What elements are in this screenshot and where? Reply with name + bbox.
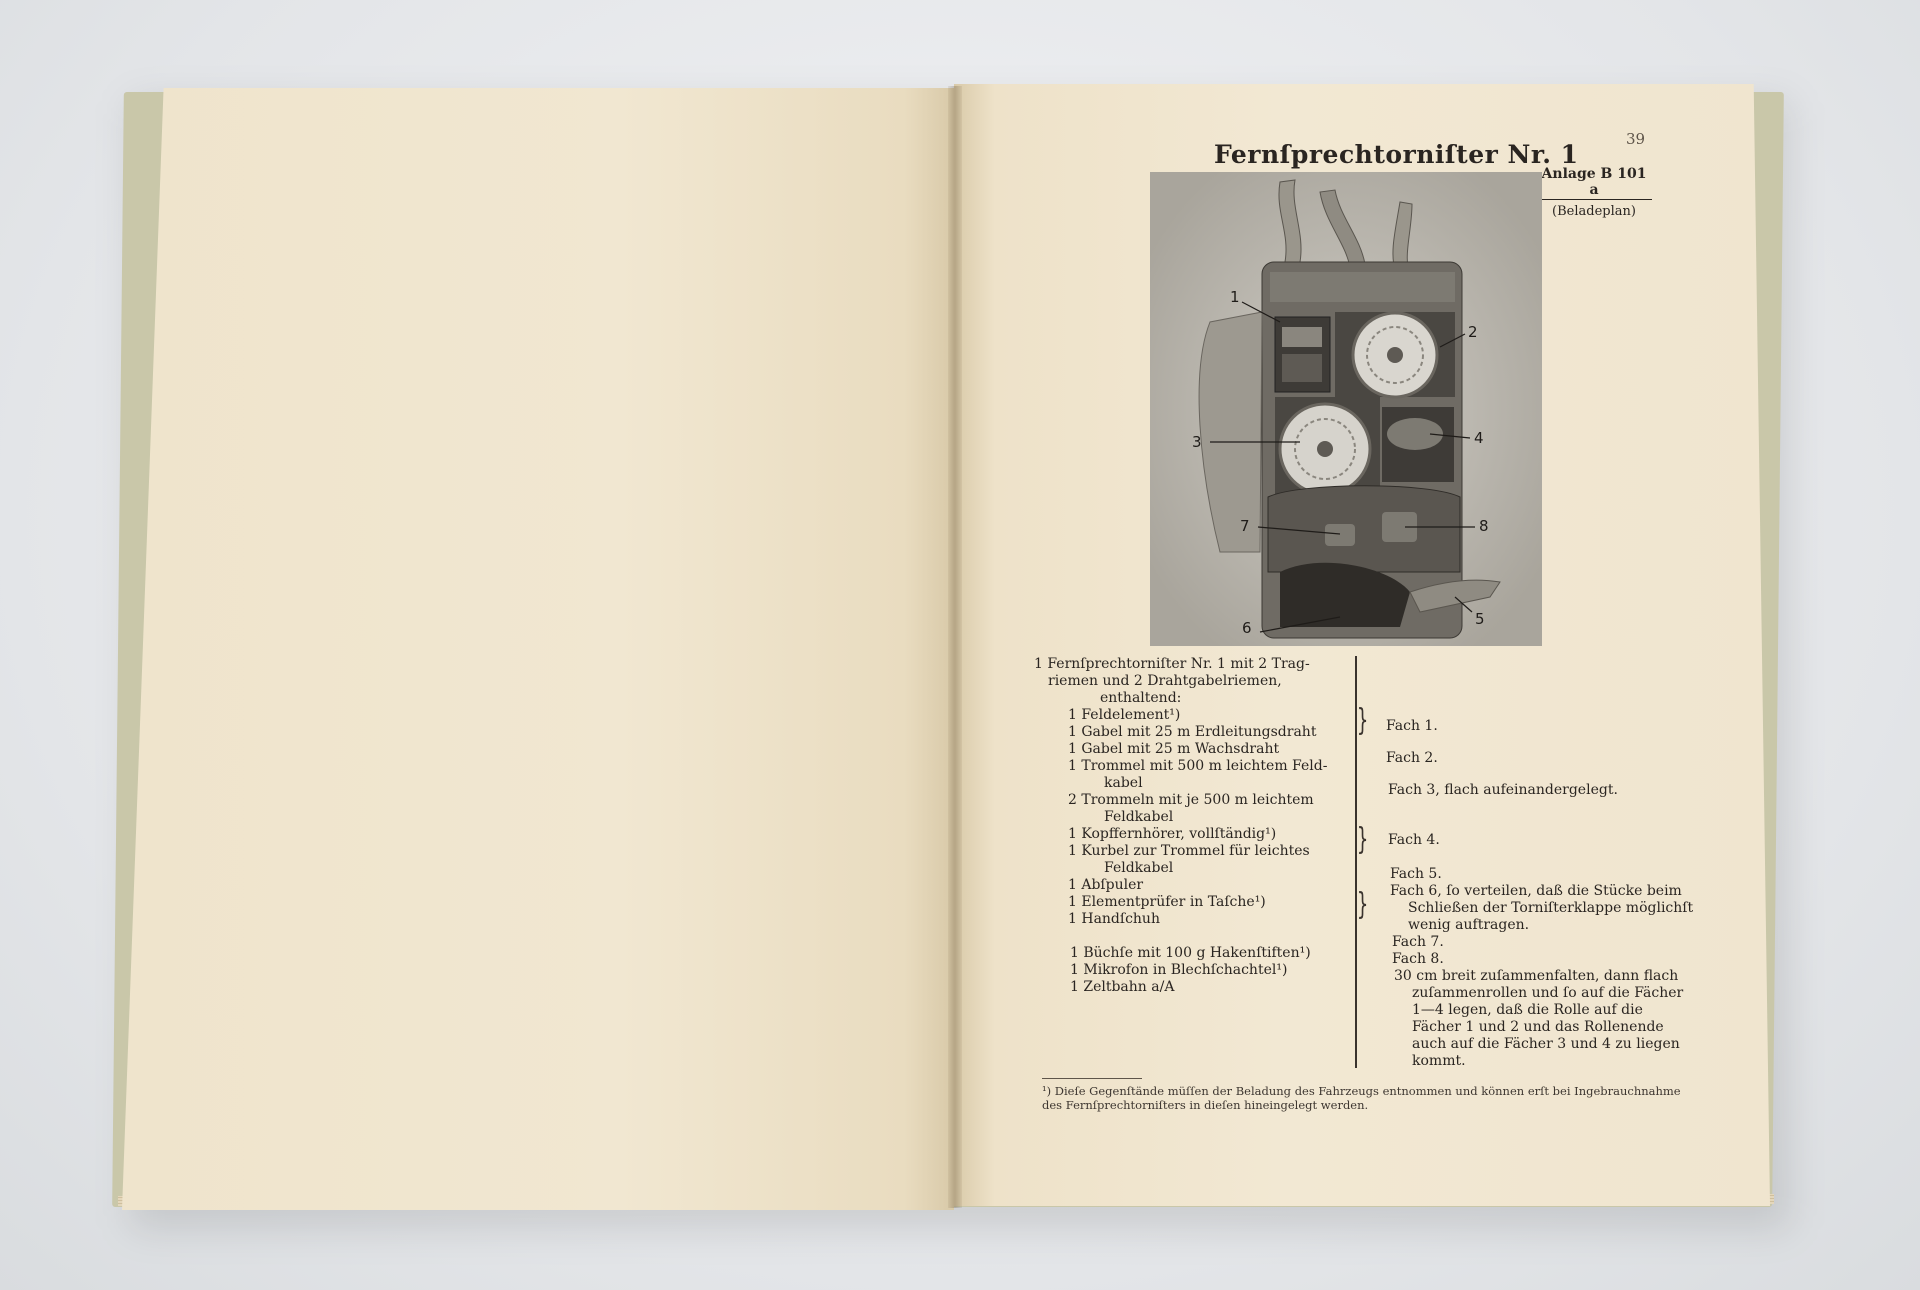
page-title: Fernſprechtorniſter Nr. 1	[1214, 140, 1579, 169]
footnote: ¹) Dieſe Gegenſtände müſſen der Beladung des Fahrzeugs entnommen und können erſt bei Ingebrauchnahme des Fernſprechtorniſters in dieſen hineingelegt werden.	[1042, 1084, 1681, 1112]
list-item: kabel	[1104, 775, 1143, 791]
book-gutter	[948, 86, 962, 1208]
callout-3: 3	[1192, 433, 1202, 451]
callout-6: 6	[1242, 619, 1252, 637]
page-number: 39	[1626, 130, 1646, 148]
list-item: 1 Trommel mit 500 m leichtem Feld-	[1068, 758, 1328, 774]
list-item: 1 Büchſe mit 100 g Hakenſtiften¹)	[1070, 945, 1311, 961]
placement-text: Schließen der Torniſterklappe möglichſt	[1408, 900, 1694, 916]
placement-text: 30 cm breit zuſammenfalten, dann flach	[1394, 968, 1679, 984]
placement-text: auch auf die Fächer 3 und 4 zu liegen	[1412, 1036, 1680, 1052]
list-item: 2 Trommeln mit je 500 m leichtem	[1068, 792, 1314, 808]
placement-text: Fach 3, flach aufeinandergelegt.	[1388, 782, 1618, 798]
annex-label	[1536, 166, 1652, 219]
list-item: 1 Gabel mit 25 m Wachsdraht	[1068, 741, 1280, 757]
brace-3: }	[1356, 887, 1369, 922]
placement-text: Fach 8.	[1392, 951, 1444, 967]
placement-text: Fächer 1 und 2 und das Rollenende	[1412, 1019, 1664, 1035]
placement-text: Fach 7.	[1392, 934, 1444, 950]
left-page-blank	[122, 88, 954, 1210]
list-item: 1 Mikrofon in Blechſchachtel¹)	[1070, 962, 1288, 978]
backpack-illustration	[1150, 172, 1542, 646]
brace-2: }	[1356, 822, 1369, 857]
callout-1: 1	[1230, 288, 1240, 306]
footnote-rule	[1042, 1078, 1142, 1079]
annex-title: Anlage B 101 a	[1536, 166, 1652, 200]
list-item: 1 Abſpuler	[1068, 877, 1144, 893]
placement-text: Fach 2.	[1386, 750, 1438, 766]
list-item: 1 Kopffernhörer, vollſtändig¹)	[1068, 826, 1277, 842]
list-item: 1 Kurbel zur Trommel für leichtes	[1068, 843, 1310, 859]
callout-2: 2	[1468, 323, 1478, 341]
list-item: 1 Elementprüfer in Taſche¹)	[1068, 894, 1266, 910]
callout-8: 8	[1479, 517, 1489, 535]
list-item: Feldkabel	[1104, 809, 1174, 825]
list-item: 1 Zeltbahn a/A	[1070, 979, 1175, 995]
placement-text: Fach 6, ſo verteilen, daß die Stücke beim	[1390, 883, 1682, 899]
placement-text: Fach 1.	[1386, 718, 1438, 734]
placement-text: zuſammenrollen und ſo auf die Fächer	[1412, 985, 1684, 1001]
list-item: 1 Feldelement¹)	[1068, 707, 1181, 723]
callout-4: 4	[1474, 429, 1484, 447]
placement-text: Fach 4.	[1388, 832, 1440, 848]
list-item: 1 Gabel mit 25 m Erdleitungsdraht	[1068, 724, 1317, 740]
list-item: Feldkabel	[1104, 860, 1174, 876]
annex-subtitle: (Beladeplan)	[1552, 204, 1636, 219]
list-item: riemen und 2 Drahtgabelriemen,	[1048, 673, 1282, 689]
backpack-photo	[1150, 172, 1542, 646]
list-item: enthaltend:	[1100, 690, 1182, 706]
placement-text: kommt.	[1412, 1053, 1466, 1069]
placement-text: 1—4 legen, daß die Rolle auf die	[1412, 1002, 1643, 1018]
brace-1: }	[1356, 703, 1369, 738]
list-item: 1 Handſchuh	[1068, 911, 1160, 927]
callout-5: 5	[1475, 610, 1485, 628]
list-item: 1 Fernſprechtorniſter Nr. 1 mit 2 Trag-	[1034, 656, 1310, 672]
callout-7: 7	[1240, 517, 1250, 535]
placement-text: wenig auftragen.	[1408, 917, 1530, 933]
placement-text: Fach 5.	[1390, 866, 1442, 882]
